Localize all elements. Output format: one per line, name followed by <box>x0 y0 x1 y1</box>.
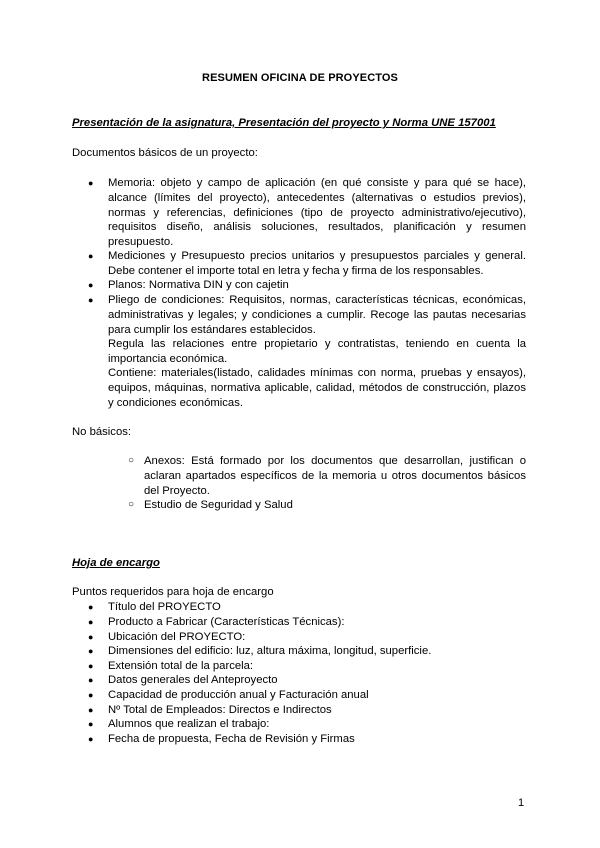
bullet-icon: ● <box>88 178 94 188</box>
bullet-icon: ● <box>88 632 94 642</box>
bullet-icon: ● <box>88 251 94 261</box>
bullet-icon: ● <box>88 734 94 744</box>
circle-bullet-icon: ○ <box>128 455 135 466</box>
bullet-icon: ● <box>88 705 94 715</box>
bullet-icon: ● <box>88 617 94 627</box>
bullet-icon: ● <box>88 295 94 305</box>
list-item-datos-generales: Datos generales del Anteproyecto <box>108 674 278 686</box>
page-number: 1 <box>518 797 525 809</box>
intro-puntos-requeridos: Puntos requeridos para hoja de encargo <box>72 586 274 598</box>
list-item-titulo: Título del PROYECTO <box>108 601 221 613</box>
pliego-contiene-text: Contiene: materiales(listado, calidades mínimas con norma, pruebas y ensayos), equipos, máquinas, normativa aplicable, calidad, métodos de construcción, plazos y condiciones económicas. <box>108 367 526 409</box>
list-item-ubicacion: Ubicación del PROYECTO: <box>108 631 246 643</box>
bullet-icon: ● <box>88 675 94 685</box>
sub-item-estudio-seguridad: Estudio de Seguridad y Salud <box>144 499 293 511</box>
list-item-dimensiones: Dimensiones del edificio: luz, altura máxima, longitud, superficie. <box>108 645 432 657</box>
bullet-icon: ● <box>88 646 94 656</box>
list-item-extension: Extensión total de la parcela: <box>108 660 254 672</box>
section-heading-hoja-encargo: Hoja de encargo <box>72 557 160 569</box>
list-item-planos: Planos: Normativa DIN y con cajetin <box>108 279 289 291</box>
circle-bullet-icon: ○ <box>128 499 135 510</box>
list-item-capacidad: Capacidad de producción anual y Facturación anual <box>108 689 369 701</box>
list-item-mediciones: Mediciones y Presupuesto precios unitarios y presupuestos parciales y general. Debe contener el importe total en letra y fecha y firma de los responsables. <box>108 250 526 277</box>
sub-item-anexos: Anexos: Está formado por los documentos que desarrollan, justifican o aclaran apartados específicos de la memoria u otros documentos básicos del Proyecto. <box>144 455 526 497</box>
list-item-producto: Producto a Fabricar (Características Técnicas): <box>108 616 345 628</box>
list-item-memoria: Memoria: objeto y campo de aplicación (en qué consiste y para qué se hace), alcance (límites del proyecto), antecedentes (alternativas o estudios previos), normas y referencias, definiciones (tipo de proyecto administrativo/ejecutivo), requisitos diseño, análisis soluciones, resultados, planificación y resumen presupuesto. <box>108 177 526 249</box>
list-item-pliego: Pliego de condiciones: Requisitos, normas, características técnicas, económicas, administrativas y legales; y condiciones a cumplir. Recoge las pautas necesarias para cumplir los estándares establecidos. <box>108 294 526 336</box>
bullet-icon: ● <box>88 690 94 700</box>
list-item-empleados: Nº Total de Empleados: Directos e Indirectos <box>108 704 332 716</box>
bullet-icon: ● <box>88 602 94 612</box>
bullet-icon: ● <box>88 280 94 290</box>
no-basicos-label: No básicos: <box>72 426 132 438</box>
bullet-icon: ● <box>88 661 94 671</box>
section-heading-presentacion: Presentación de la asignatura, Presentación del proyecto y Norma UNE 157001 <box>72 117 496 129</box>
list-item-alumnos: Alumnos que realizan el trabajo: <box>108 718 270 730</box>
bullet-icon: ● <box>88 719 94 729</box>
document-title: RESUMEN OFICINA DE PROYECTOS <box>202 72 398 84</box>
list-item-fecha: Fecha de propuesta, Fecha de Revisión y Firmas <box>108 733 355 745</box>
intro-documentos-basicos: Documentos básicos de un proyecto: <box>72 147 258 159</box>
pliego-regula-text: Regula las relaciones entre propietario y contratistas, teniendo en cuenta la importancia económica. <box>108 338 526 365</box>
